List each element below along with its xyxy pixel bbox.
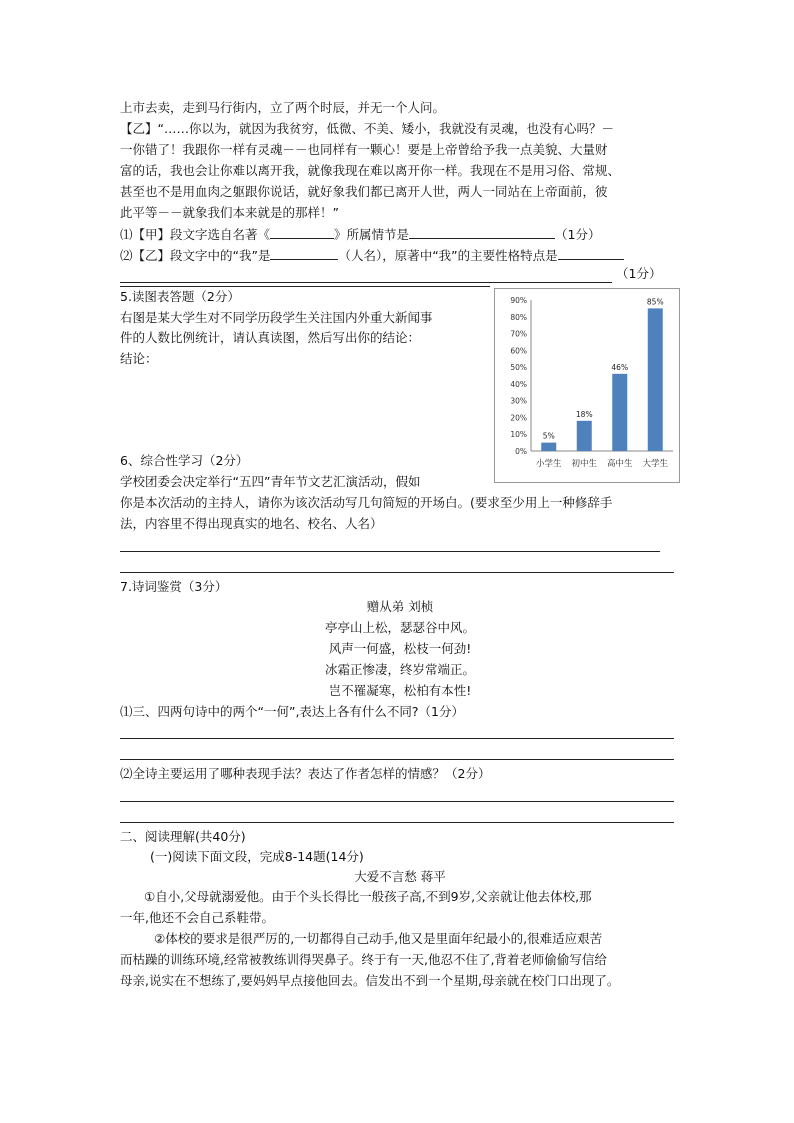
book-name-blank[interactable] bbox=[270, 226, 334, 239]
answer-line[interactable] bbox=[120, 801, 674, 802]
y-tick-label: 30% bbox=[510, 396, 527, 406]
passage-line: 甚至也不是用血肉之躯跟你说话，就好象我们都已离开人世，两人一同站在上帝面前，彼 bbox=[120, 184, 608, 199]
bar bbox=[541, 443, 556, 451]
data-label: 85% bbox=[646, 297, 664, 307]
article-paragraph-line: 而枯躁的训练环境,经常被教练训得哭鼻子。终于有一天,他忍不住了,背着老师偷偷写信给 bbox=[120, 952, 607, 967]
bar bbox=[612, 374, 627, 451]
y-tick-label: 50% bbox=[510, 363, 527, 373]
article-title: 大爱不言愁 蒋平 bbox=[354, 869, 446, 884]
answer-line[interactable] bbox=[120, 572, 674, 573]
q4-sub1-prefix: ⑴【甲】段文字选自名著《 bbox=[120, 227, 271, 242]
q5-desc: 右图是某大学生对不同学历段学生关注国内外重大新闻事 bbox=[120, 310, 433, 325]
data-label: 5% bbox=[542, 431, 555, 441]
poem-line: 亭亭山上松，瑟瑟谷中风。 bbox=[324, 620, 475, 635]
bar-chart bbox=[494, 288, 680, 483]
section2-intro: (一)阅读下面文段，完成8-14题(14分) bbox=[150, 849, 364, 864]
answer-line[interactable] bbox=[120, 282, 612, 283]
passage-line: 【乙】“……你以为，就因为我贫穷，低微、不美、矮小，我就没有灵魂，也没有心吗？－ bbox=[120, 121, 614, 136]
q6-title: 6、综合性学习（2分） bbox=[120, 453, 249, 468]
q4-sub1-middle: 》所属情节是 bbox=[334, 227, 410, 242]
answer-line[interactable] bbox=[120, 551, 660, 552]
q4-sub1-score: （1分） bbox=[555, 227, 601, 242]
passage-line: 上市去卖，走到马行街内，立了两个时辰，并无一个人问。 bbox=[120, 100, 446, 115]
x-tick-label: 高中生 bbox=[606, 459, 633, 469]
y-tick-label: 40% bbox=[510, 379, 527, 389]
passage-line: 富的话，我也会让你难以离开我，就像我现在难以离开你一样。我现在不是用习俗、常规、 bbox=[120, 163, 621, 178]
bar bbox=[577, 421, 592, 451]
q6-desc: 你是本次活动的主持人，请你为该次活动写几句简短的开场白。(要求至少用上一种修辞手 bbox=[120, 495, 613, 510]
article-paragraph-line: ②体校的要求是很严厉的,一切都得自己动手,他又是里面年纪最小的,很难适应艰苦 bbox=[154, 931, 603, 946]
x-tick-label: 初中生 bbox=[571, 459, 598, 469]
data-label: 18% bbox=[575, 409, 593, 419]
q4-sub2-middle: （人名），原著中“我”的主要性格特点是 bbox=[338, 248, 558, 263]
section-divider bbox=[120, 286, 490, 287]
poem-title: 赠从弟 刘桢 bbox=[366, 599, 434, 614]
y-tick-label: 80% bbox=[510, 312, 527, 322]
bar bbox=[648, 308, 663, 451]
q7-sub1: ⑴三、四两句诗中的两个“一何”,表达上各有什么不同?（1分） bbox=[120, 704, 465, 719]
q7-sub2: ⑵全诗主要运用了哪种表现手法？表达了作者怎样的情感？（2分） bbox=[120, 766, 491, 781]
passage-line: 一你错了！我跟你一样有灵魂－－也同样有一颗心！要是上帝曾给予我一点美貌、大量财 bbox=[120, 142, 608, 157]
passage-line: 此平等－－就象我们本来就是的那样！” bbox=[120, 205, 339, 220]
y-tick-label: 10% bbox=[510, 430, 527, 440]
data-label: 46% bbox=[611, 362, 629, 372]
y-tick-label: 0% bbox=[515, 447, 527, 456]
y-tick-label: 70% bbox=[510, 329, 527, 339]
character-name-blank[interactable] bbox=[270, 247, 338, 260]
answer-line[interactable] bbox=[120, 738, 674, 739]
q4-sub1 bbox=[120, 226, 600, 243]
q5-title: 5.读图表答题（2分） bbox=[120, 289, 240, 304]
q7-title: 7.诗词鉴赏（3分） bbox=[120, 579, 228, 594]
q4-sub2 bbox=[120, 247, 624, 264]
q4-sub2-prefix: ⑵【乙】段文字中的“我”是 bbox=[120, 248, 271, 263]
section2-title: 二、阅读理解(共40分) bbox=[120, 829, 246, 844]
x-tick-label: 小学生 bbox=[535, 459, 562, 469]
article-paragraph-line: 一年,他还不会自己系鞋带。 bbox=[120, 910, 274, 925]
q5-desc: 件的人数比例统计，请认真读图，然后写出你的结论： bbox=[120, 330, 421, 345]
poem-line: 冰霜正惨凄，终岁常端正。 bbox=[324, 662, 475, 677]
x-tick-label: 大学生 bbox=[642, 459, 669, 469]
q5-conclusion-label: 结论： bbox=[120, 351, 158, 366]
article-paragraph-line: ①自小,父母就溺爱他。由于个头长得比一般孩子高,不到9岁,父亲就让他去体校,那 bbox=[144, 889, 592, 904]
answer-line[interactable] bbox=[120, 759, 674, 760]
q6-desc: 法，内容里不得出现真实的地名、校名、人名） bbox=[120, 516, 383, 531]
answer-line[interactable] bbox=[120, 822, 674, 823]
y-tick-label: 20% bbox=[510, 413, 527, 423]
trait-blank[interactable] bbox=[558, 247, 624, 260]
plot-blank[interactable] bbox=[409, 226, 555, 239]
q6-desc: 学校团委会决定举行“五四”青年节文艺汇演活动，假如 bbox=[120, 474, 421, 489]
y-tick-label: 60% bbox=[510, 346, 527, 356]
chart-canvas bbox=[495, 289, 679, 482]
q4-sub2-score: （1分） bbox=[616, 266, 662, 281]
y-tick-label: 90% bbox=[510, 296, 527, 305]
article-paragraph-line: 母亲,说实在不想练了,要妈妈早点接他回去。信发出不到一个星期,母亲就在校门口出现了。 bbox=[120, 973, 620, 988]
poem-line: 岂不罹凝寒，松柏有本性! bbox=[328, 683, 472, 698]
poem-line: 风声一何盛，松枝一何劲! bbox=[328, 641, 472, 656]
